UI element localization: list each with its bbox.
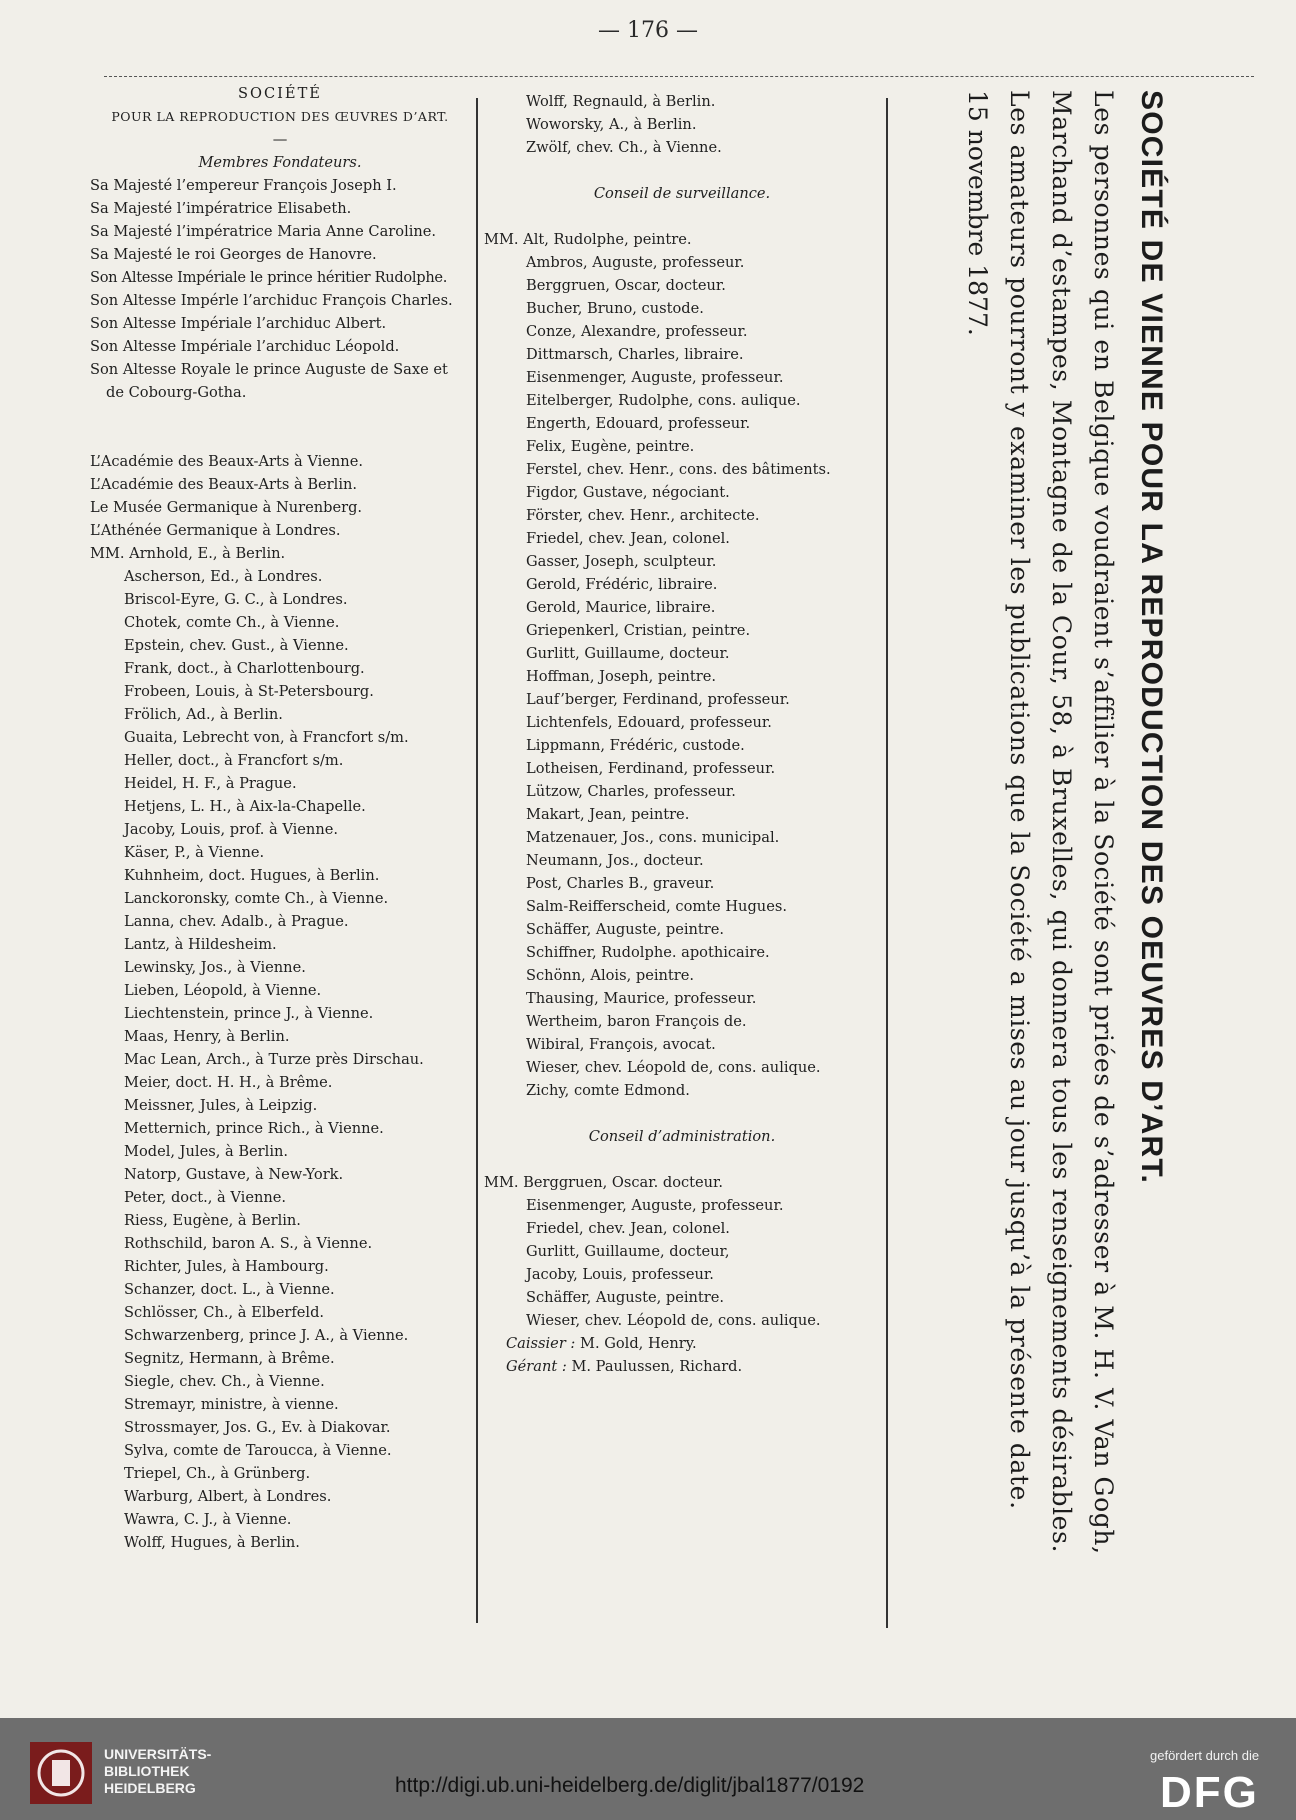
list-item: Son Altesse Royale le prince Auguste de Saxe et — [90, 361, 448, 378]
list-item: Maas, Henry, à Berlin. — [124, 1028, 290, 1045]
spacer — [90, 427, 470, 450]
admin-heading: Conseil d’administration. — [588, 1128, 776, 1145]
notice-title: SOCIÉTÉ DE VIENNE POUR LA REPRODUCTION DES OEUVRES D’ART. — [1135, 90, 1168, 1185]
list-item: Gerold, Maurice, libraire. — [526, 599, 716, 616]
list-item: Griepenkerl, Cristian, peintre. — [526, 622, 751, 639]
funded-by-label: gefördert durch die — [1150, 1748, 1260, 1763]
list-item: Wibiral, François, avocat. — [526, 1036, 716, 1053]
society-subheading: POUR LA REPRODUCTION DES ŒUVRES D’ART. — [111, 109, 449, 124]
list-item: Riess, Eugène, à Berlin. — [124, 1212, 301, 1229]
list-item: Zichy, comte Edmond. — [526, 1082, 690, 1099]
founders-list — [90, 174, 470, 404]
surveillance-heading: Conseil de surveillance. — [593, 185, 771, 202]
first-member: MM. Arnhold, E., à Berlin. — [90, 545, 286, 562]
list-item: Hoffman, Joseph, peintre. — [526, 668, 717, 685]
society-heading: SOCIÉTÉ — [238, 85, 322, 102]
list-item: Lewinsky, Jos., à Vienne. — [124, 959, 306, 976]
list-item: Lantz, à Hildesheim. — [124, 936, 277, 953]
list-item: Gurlitt, Guillaume, docteur. — [526, 645, 730, 662]
list-item: Schönn, Alois, peintre. — [526, 967, 695, 984]
gerant-name: M. Paulussen, Richard. — [571, 1358, 743, 1375]
list-item: Schäffer, Auguste, peintre. — [526, 1289, 725, 1306]
list-item: Thausing, Maurice, professeur. — [526, 990, 757, 1007]
notice-line: Marchand d’estampes, Montagne de la Cour, 58, à Bruxelles, qui donnera tous les renseignements désirables. — [1047, 90, 1076, 1554]
column-divider — [886, 98, 888, 1628]
list-item: Strossmayer, Jos. G., Ev. à Diakovar. — [124, 1419, 391, 1436]
list-item: Sylva, comte de Taroucca, à Vienne. — [124, 1442, 392, 1459]
list-item: Dittmarsch, Charles, libraire. — [526, 346, 744, 363]
spacer — [492, 205, 872, 228]
list-item: Frobeen, Louis, à St-Petersbourg. — [124, 683, 374, 700]
list-item: Heller, doct., à Francfort s/m. — [124, 752, 344, 769]
list-item: Lützow, Charles, professeur. — [526, 783, 736, 800]
van-gogh-notice — [908, 90, 1178, 1690]
notice-line: Les personnes qui en Belgique voudraient s’affilier à la Société sont priées de s’adresser à M. H. V. Van Gogh, — [1089, 90, 1118, 1555]
list-item: Wieser, chev. Léopold de, cons. aulique. — [526, 1059, 821, 1076]
list-item: Frank, doct., à Charlottenbourg. — [124, 660, 365, 677]
list-item: Metternich, prince Rich., à Vienne. — [124, 1120, 384, 1137]
list-item: Figdor, Gustave, négociant. — [526, 484, 730, 501]
spacer — [492, 1102, 872, 1125]
list-item: Mac Lean, Arch., à Turze près Dirschau. — [124, 1051, 424, 1068]
list-item: Wertheim, baron François de. — [526, 1013, 747, 1030]
list-item: Richter, Jules, à Hambourg. — [124, 1258, 329, 1275]
list-item: Liechtenstein, prince J., à Vienne. — [124, 1005, 374, 1022]
members-continued — [492, 90, 872, 159]
list-item: Woworsky, A., à Berlin. — [526, 116, 697, 133]
list-item: Wolff, Regnauld, à Berlin. — [526, 93, 716, 110]
list-item: L’Athénée Germanique à Londres. — [90, 522, 341, 539]
list-item: Post, Charles B., graveur. — [526, 875, 715, 892]
list-item: Lieben, Léopold, à Vienne. — [124, 982, 322, 999]
page-number: — 176 — — [598, 18, 698, 43]
list-item: Ferstel, chev. Henr., cons. des bâtiments. — [526, 461, 831, 478]
list-item: L’Académie des Beaux-Arts à Berlin. — [90, 476, 358, 493]
library-line: HEIDELBERG — [104, 1780, 196, 1796]
list-item: Salm-Reifferscheid, comte Hugues. — [526, 898, 787, 915]
caissier-line — [492, 1332, 872, 1355]
list-item: Jacoby, Louis, prof. à Vienne. — [124, 821, 339, 838]
list-item: Gerold, Frédéric, libraire. — [526, 576, 718, 593]
list-item: Segnitz, Hermann, à Brême. — [124, 1350, 335, 1367]
list-item: Son Altesse Impériale l’archiduc Léopold. — [90, 338, 400, 355]
list-item: Lanckoronsky, comte Ch., à Vienne. — [124, 890, 389, 907]
list-item: Natorp, Gustave, à New-York. — [124, 1166, 344, 1183]
list-item: Wawra, C. J., à Vienne. — [124, 1511, 292, 1528]
list-item: Ambros, Auguste, professeur. — [526, 254, 745, 271]
list-item: Schäffer, Auguste, peintre. — [526, 921, 725, 938]
gerant-line — [492, 1355, 872, 1378]
gerant-label: Gérant : — [506, 1358, 567, 1375]
list-item: Hetjens, L. H., à Aix-la-Chapelle. — [124, 798, 366, 815]
members-list — [90, 565, 470, 1554]
list-item: Lotheisen, Ferdinand, professeur. — [526, 760, 776, 777]
list-item: Schlösser, Ch., à Elberfeld. — [124, 1304, 325, 1321]
list-item: Stremayr, ministre, à vienne. — [124, 1396, 339, 1413]
list-item: Schiffner, Rudolphe. apothicaire. — [526, 944, 770, 961]
list-item: Eitelberger, Rudolphe, cons. aulique. — [526, 392, 801, 409]
separator-dash: — — [272, 131, 288, 148]
list-item: Makart, Jean, peintre. — [526, 806, 690, 823]
list-item: Triepel, Ch., à Grünberg. — [124, 1465, 311, 1482]
list-item: Schwarzenberg, prince J. A., à Vienne. — [124, 1327, 409, 1344]
list-item: Neumann, Jos., docteur. — [526, 852, 704, 869]
admin-first: MM. Berggruen, Oscar. docteur. — [484, 1174, 724, 1191]
list-item: Matzenauer, Jos., cons. municipal. — [526, 829, 780, 846]
list-item: Eisenmenger, Auguste, professeur. — [526, 369, 784, 386]
library-line: UNIVERSITÄTS- — [104, 1746, 212, 1762]
notice-line: Les amateurs pourront y examiner les publications que la Société a mises au jour jusqu’à la présente date. — [1005, 90, 1034, 1510]
list-item: Berggruen, Oscar, docteur. — [526, 277, 726, 294]
list-item: Briscol-Eyre, G. C., à Londres. — [124, 591, 348, 608]
university-seal-icon — [30, 1742, 92, 1804]
list-item: Gurlitt, Guillaume, docteur, — [526, 1243, 730, 1260]
notice-date: 15 novembre 1877. — [963, 90, 992, 336]
list-item: Lanna, chev. Adalb., à Prague. — [124, 913, 349, 930]
admin-list — [492, 1194, 872, 1332]
list-item: Engerth, Edouard, professeur. — [526, 415, 751, 432]
list-item: Lichtenfels, Edouard, professeur. — [526, 714, 772, 731]
source-url[interactable]: http://digi.ub.uni-heidelberg.de/diglit/jbal1877/0192 — [395, 1774, 865, 1797]
list-item: Son Altesse Impérle l’archiduc François Charles. — [90, 292, 453, 309]
list-item: Zwölf, chev. Ch., à Vienne. — [526, 139, 722, 156]
spacer — [90, 404, 470, 427]
list-item: Meissner, Jules, à Leipzig. — [124, 1097, 318, 1114]
dfg-logo: DFG — [1160, 1768, 1259, 1817]
list-item: Conze, Alexandre, professeur. — [526, 323, 748, 340]
list-item: Gasser, Joseph, sculpteur. — [526, 553, 717, 570]
list-item: Sa Majesté l’impératrice Elisabeth. — [90, 200, 352, 217]
list-item: Käser, P., à Vienne. — [124, 844, 265, 861]
list-item: de Cobourg-Gotha. — [106, 384, 247, 401]
surveillance-list — [492, 251, 872, 1102]
list-item: Lippmann, Frédéric, custode. — [526, 737, 745, 754]
list-item: Sa Majesté l’impératrice Maria Anne Caroline. — [90, 223, 437, 240]
viewer-footer — [0, 1718, 1296, 1820]
list-item: Jacoby, Louis, professeur. — [526, 1266, 714, 1283]
list-item: Rothschild, baron A. S., à Vienne. — [124, 1235, 373, 1252]
founders-heading: Membres Fondateurs. — [198, 154, 362, 171]
list-item: Friedel, chev. Jean, colonel. — [526, 530, 730, 547]
list-item: Chotek, comte Ch., à Vienne. — [124, 614, 340, 631]
list-item: Warburg, Albert, à Londres. — [124, 1488, 332, 1505]
list-item: Meier, doct. H. H., à Brême. — [124, 1074, 333, 1091]
list-item: L’Académie des Beaux-Arts à Vienne. — [90, 453, 363, 470]
list-item: Heidel, H. F., à Prague. — [124, 775, 297, 792]
institutions-list — [90, 450, 470, 542]
list-item: Siegle, chev. Ch., à Vienne. — [124, 1373, 325, 1390]
list-item: Le Musée Germanique à Nurenberg. — [90, 499, 363, 516]
list-item: Bucher, Bruno, custode. — [526, 300, 704, 317]
list-item: Friedel, chev. Jean, colonel. — [526, 1220, 730, 1237]
surveillance-first: MM. Alt, Rudolphe, peintre. — [484, 231, 692, 248]
library-line: BIBLIOTHEK — [104, 1763, 190, 1779]
column-divider — [476, 98, 478, 1623]
list-item: Model, Jules, à Berlin. — [124, 1143, 289, 1160]
list-item: Schanzer, doct. L., à Vienne. — [124, 1281, 335, 1298]
list-item: Lauf’berger, Ferdinand, professeur. — [526, 691, 790, 708]
column-middle — [484, 90, 872, 1378]
list-item: Son Altesse Impériale le prince héritier Rudolphe. — [90, 269, 448, 286]
spacer — [492, 1148, 872, 1171]
list-item: Sa Majesté l’empereur François Joseph I. — [90, 177, 397, 194]
list-item: Förster, chev. Henr., architecte. — [526, 507, 760, 524]
list-item: Sa Majesté le roi Georges de Hanovre. — [90, 246, 377, 263]
list-item: Guaita, Lebrecht von, à Francfort s/m. — [124, 729, 409, 746]
list-item: Wolff, Hugues, à Berlin. — [124, 1534, 300, 1551]
list-item: Frölich, Ad., à Berlin. — [124, 706, 283, 723]
library-name — [104, 1746, 211, 1797]
caissier-label: Caissier : — [506, 1335, 576, 1352]
list-item: Peter, doct., à Vienne. — [124, 1189, 287, 1206]
list-item: Felix, Eugène, peintre. — [526, 438, 695, 455]
column-left — [90, 82, 470, 1554]
header-rule — [104, 76, 1254, 77]
list-item: Kuhnheim, doct. Hugues, à Berlin. — [124, 867, 380, 884]
spacer — [492, 159, 872, 182]
list-item: Son Altesse Impériale l’archiduc Albert. — [90, 315, 387, 332]
list-item: Epstein, chev. Gust., à Vienne. — [124, 637, 349, 654]
list-item: Eisenmenger, Auguste, professeur. — [526, 1197, 784, 1214]
list-item: Ascherson, Ed., à Londres. — [124, 568, 323, 585]
caissier-name: M. Gold, Henry. — [580, 1335, 697, 1352]
list-item: Wieser, chev. Léopold de, cons. aulique. — [526, 1312, 821, 1329]
